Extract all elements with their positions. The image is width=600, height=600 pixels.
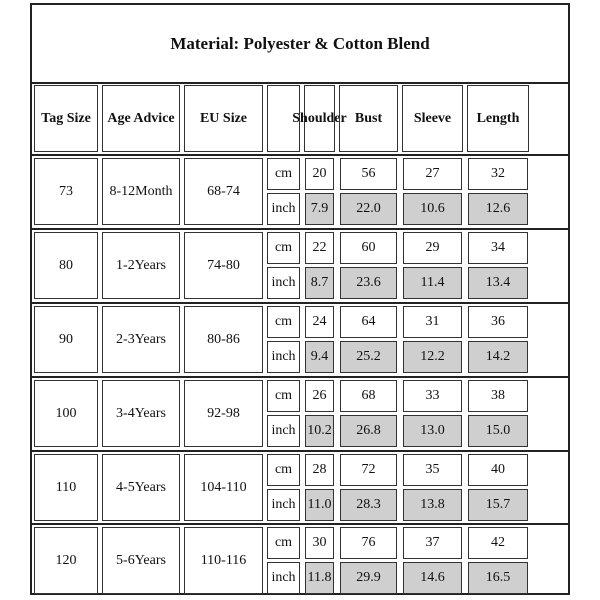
unit-cm-cell: cm xyxy=(267,158,300,190)
cm-value-cell: 76 xyxy=(340,527,397,559)
inch-value-cell: 11.8 xyxy=(305,562,334,594)
header-shoulder: Shoulder xyxy=(304,85,335,152)
header-age-advice: Age Advice xyxy=(102,85,180,152)
inch-value-cell: 14.6 xyxy=(403,562,462,594)
inch-value-cell: 25.2 xyxy=(340,341,397,373)
inch-value-cell: 13.4 xyxy=(468,267,528,299)
tag-size-cell: 80 xyxy=(34,232,98,299)
unit-inch-cell: inch xyxy=(267,193,300,225)
inch-value-cell: 14.2 xyxy=(468,341,528,373)
inch-value-cell: 28.3 xyxy=(340,489,397,521)
eu-size-cell: 68-74 xyxy=(184,158,263,225)
header-eu-size: EU Size xyxy=(184,85,263,152)
eu-size-cell: 74-80 xyxy=(184,232,263,299)
size-chart-table xyxy=(30,3,570,595)
age-advice-cell: 3-4Years xyxy=(102,380,180,447)
tag-size-cell: 73 xyxy=(34,158,98,225)
cm-value-cell: 38 xyxy=(468,380,528,412)
eu-size-cell: 110-116 xyxy=(184,527,263,594)
unit-cm-cell: cm xyxy=(267,232,300,264)
cm-value-cell: 22 xyxy=(305,232,334,264)
group-divider xyxy=(32,302,568,304)
inch-value-cell: 22.0 xyxy=(340,193,397,225)
table-title: Material: Polyester & Cotton Blend xyxy=(32,5,568,84)
tag-size-cell: 90 xyxy=(34,306,98,373)
cm-value-cell: 20 xyxy=(305,158,334,190)
inch-value-cell: 11.0 xyxy=(305,489,334,521)
header-sleeve: Sleeve xyxy=(402,85,463,152)
inch-value-cell: 11.4 xyxy=(403,267,462,299)
unit-inch-cell: inch xyxy=(267,562,300,594)
inch-value-cell: 10.2 xyxy=(305,415,334,447)
cm-value-cell: 40 xyxy=(468,454,528,486)
inch-value-cell: 8.7 xyxy=(305,267,334,299)
age-advice-cell: 2-3Years xyxy=(102,306,180,373)
cm-value-cell: 68 xyxy=(340,380,397,412)
eu-size-cell: 92-98 xyxy=(184,380,263,447)
inch-value-cell: 15.7 xyxy=(468,489,528,521)
inch-value-cell: 7.9 xyxy=(305,193,334,225)
tag-size-cell: 100 xyxy=(34,380,98,447)
cm-value-cell: 31 xyxy=(403,306,462,338)
cm-value-cell: 24 xyxy=(305,306,334,338)
unit-cm-cell: cm xyxy=(267,380,300,412)
unit-inch-cell: inch xyxy=(267,341,300,373)
cm-value-cell: 28 xyxy=(305,454,334,486)
cm-value-cell: 60 xyxy=(340,232,397,264)
cm-value-cell: 34 xyxy=(468,232,528,264)
cm-value-cell: 27 xyxy=(403,158,462,190)
cm-value-cell: 33 xyxy=(403,380,462,412)
cm-value-cell: 56 xyxy=(340,158,397,190)
inch-value-cell: 10.6 xyxy=(403,193,462,225)
group-divider xyxy=(32,523,568,525)
cm-value-cell: 36 xyxy=(468,306,528,338)
age-advice-cell: 5-6Years xyxy=(102,527,180,594)
inch-value-cell: 12.6 xyxy=(468,193,528,225)
cm-value-cell: 35 xyxy=(403,454,462,486)
inch-value-cell: 26.8 xyxy=(340,415,397,447)
cm-value-cell: 64 xyxy=(340,306,397,338)
group-divider xyxy=(32,228,568,230)
eu-size-cell: 80-86 xyxy=(184,306,263,373)
unit-inch-cell: inch xyxy=(267,489,300,521)
cm-value-cell: 29 xyxy=(403,232,462,264)
cm-value-cell: 42 xyxy=(468,527,528,559)
unit-inch-cell: inch xyxy=(267,267,300,299)
unit-cm-cell: cm xyxy=(267,527,300,559)
group-divider xyxy=(32,376,568,378)
inch-value-cell: 9.4 xyxy=(305,341,334,373)
cm-value-cell: 26 xyxy=(305,380,334,412)
tag-size-cell: 110 xyxy=(34,454,98,521)
header-bust: Bust xyxy=(339,85,398,152)
inch-value-cell: 13.8 xyxy=(403,489,462,521)
age-advice-cell: 4-5Years xyxy=(102,454,180,521)
cm-value-cell: 30 xyxy=(305,527,334,559)
cm-value-cell: 72 xyxy=(340,454,397,486)
age-advice-cell: 8-12Month xyxy=(102,158,180,225)
inch-value-cell: 29.9 xyxy=(340,562,397,594)
inch-value-cell: 12.2 xyxy=(403,341,462,373)
eu-size-cell: 104-110 xyxy=(184,454,263,521)
inch-value-cell: 16.5 xyxy=(468,562,528,594)
cm-value-cell: 37 xyxy=(403,527,462,559)
inch-value-cell: 15.0 xyxy=(468,415,528,447)
unit-cm-cell: cm xyxy=(267,306,300,338)
unit-inch-cell: inch xyxy=(267,415,300,447)
header-length: Length xyxy=(467,85,529,152)
inch-value-cell: 23.6 xyxy=(340,267,397,299)
tag-size-cell: 120 xyxy=(34,527,98,594)
age-advice-cell: 1-2Years xyxy=(102,232,180,299)
group-divider xyxy=(32,450,568,452)
header-tag-size: Tag Size xyxy=(34,85,98,152)
inch-value-cell: 13.0 xyxy=(403,415,462,447)
unit-cm-cell: cm xyxy=(267,454,300,486)
cm-value-cell: 32 xyxy=(468,158,528,190)
group-divider xyxy=(32,154,568,156)
